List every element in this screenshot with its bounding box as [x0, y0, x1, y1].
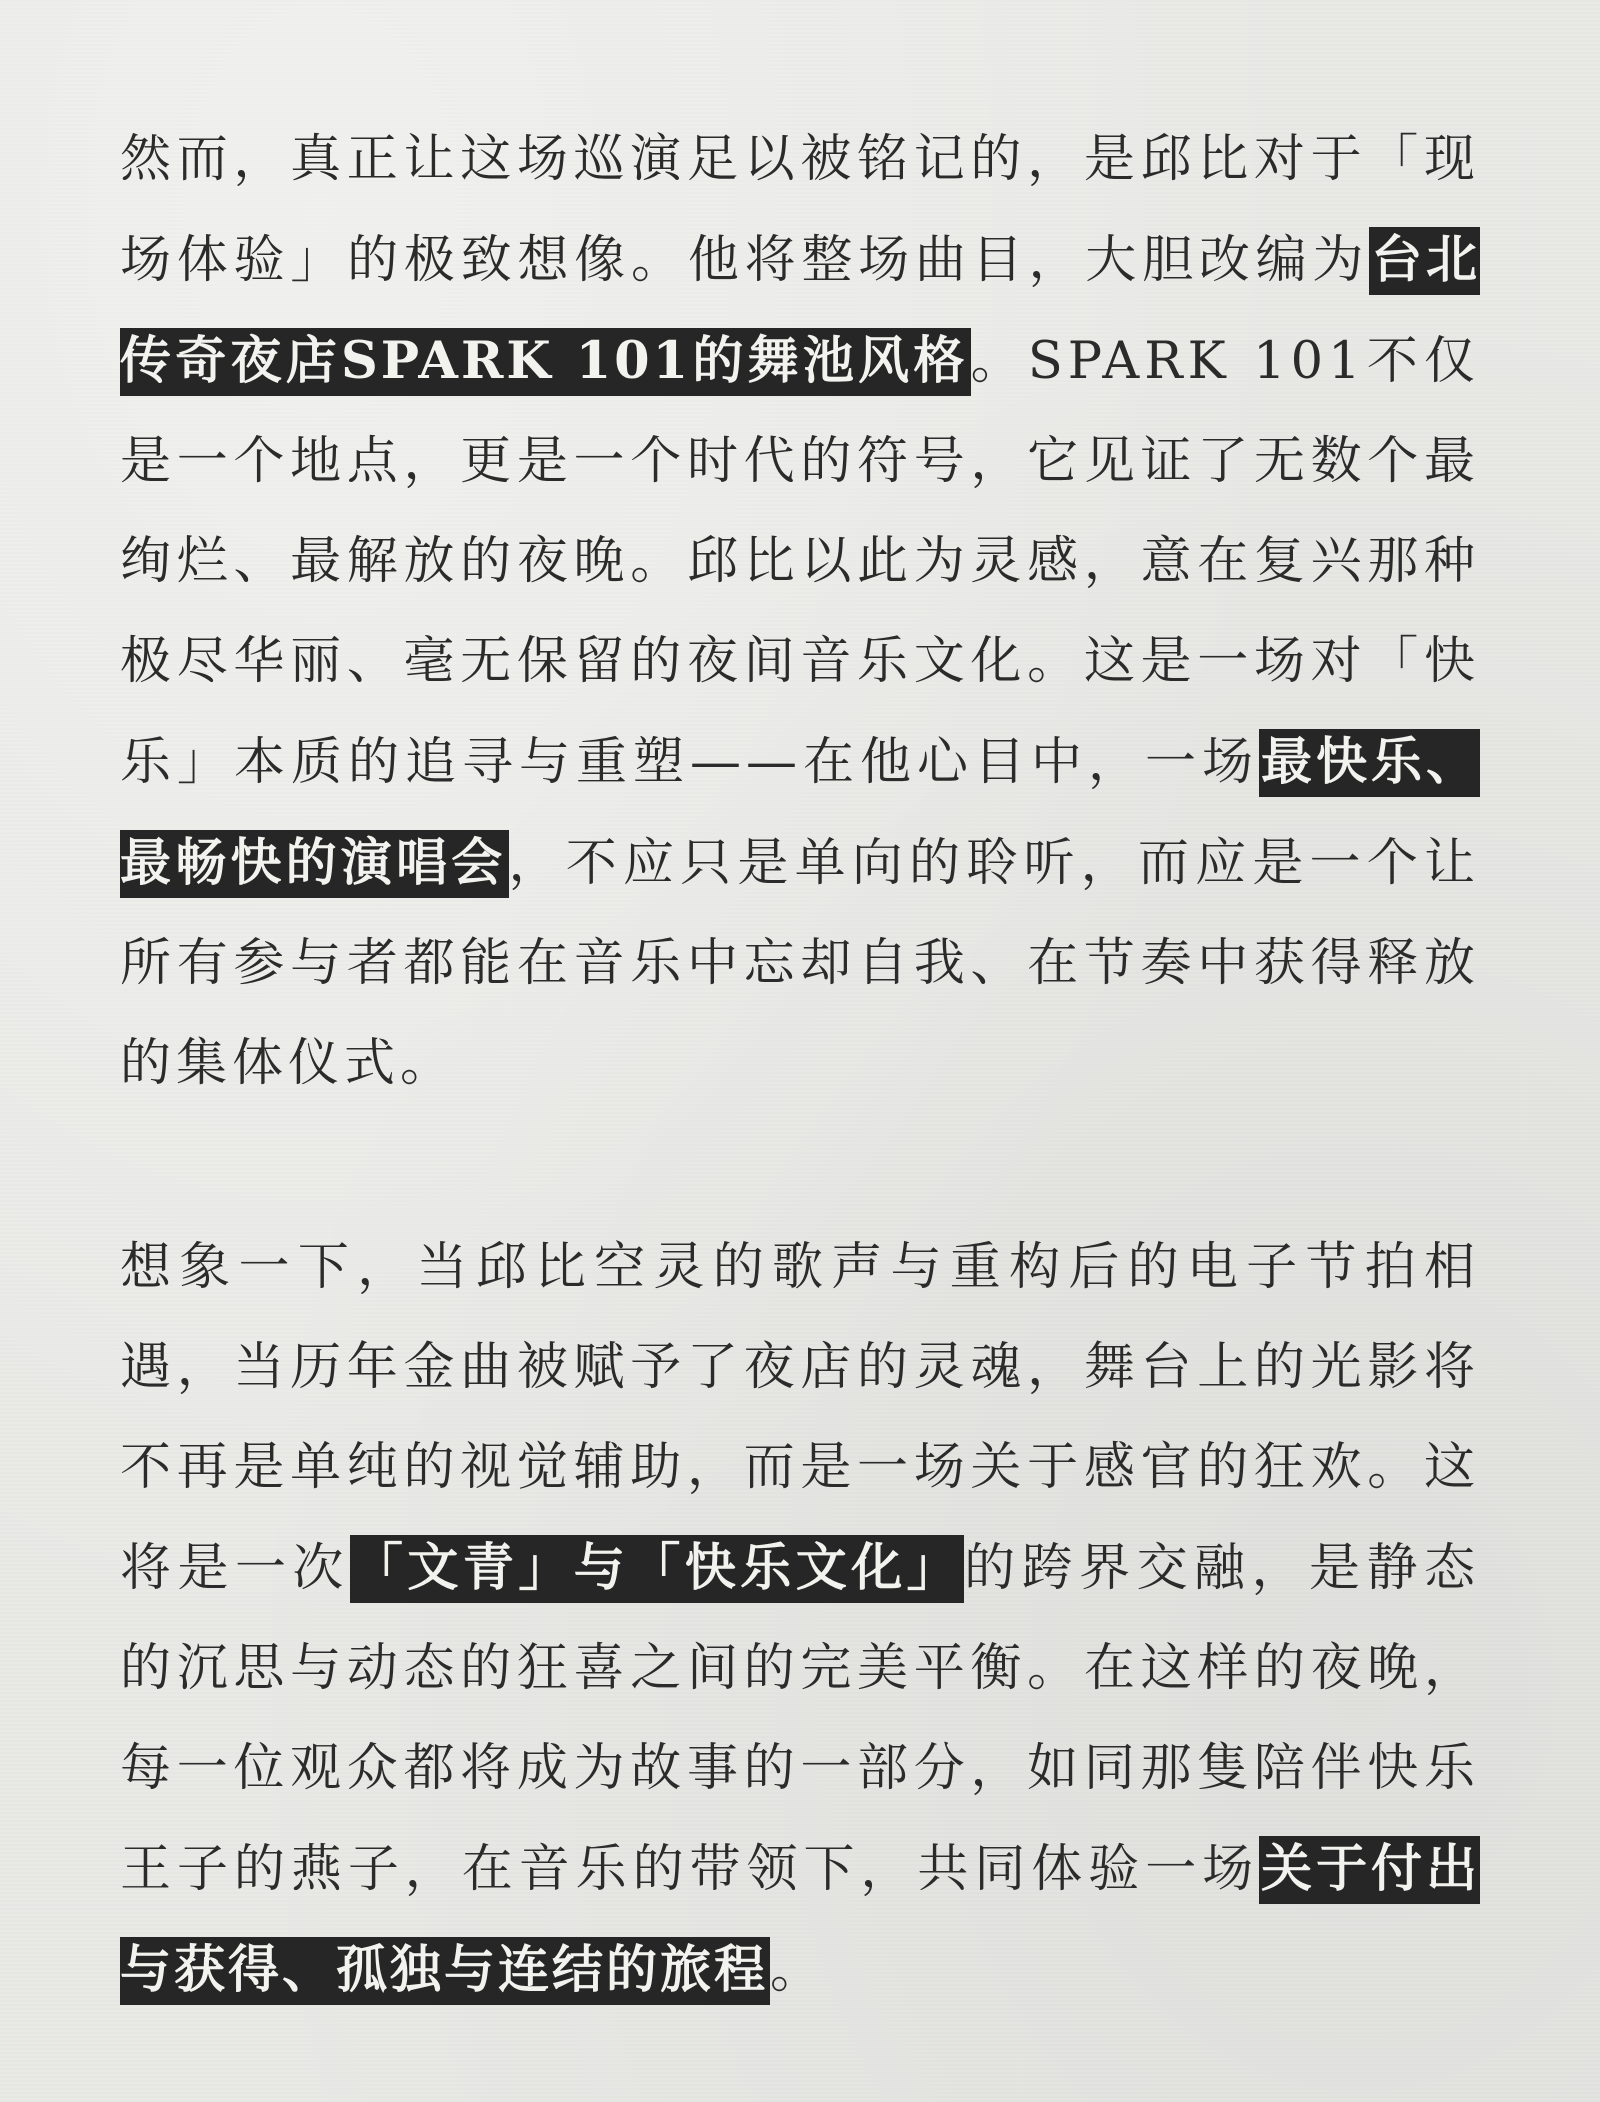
article-paragraph-1 [120, 110, 1480, 1114]
paragraph-1-text-3: ，不应只是单向的聆听，而应是一个让所有参与者都能在音乐中忘却自我、在节奏中获得释放的集体仪式。 [120, 834, 1480, 1093]
paragraph-2-text-2: 的跨界交融，是静态的沉思与动态的狂喜之间的完美平衡。在这样的夜晚，每一位观众都将成为故事的一部分，如同那隻陪伴快乐王子的燕子，在音乐的带领下，共同体验一场 [120, 1539, 1480, 1899]
paragraph-2-text-3: 。 [770, 1941, 827, 2000]
highlight-journey: 关于付出与获得、孤独与连结的旅程 [120, 1836, 1480, 2005]
paragraph-1-text-2: 。SPARK 101不仅是一个地点，更是一个时代的符号，它见证了无数个最绚烂、最解放的夜晚。邱比以此为灵感，意在复兴那种极尽华丽、毫无保留的夜间音乐文化。这是一场对「快乐」本质的追寻与重塑——在他心目中，一场 [120, 332, 1480, 792]
paragraph-1-text-1: 然而，真正让这场巡演足以被铭记的，是邱比对于「现场体验」的极致想像。他将整场曲目，大胆改编为 [120, 130, 1480, 290]
highlight-spark-101-style: 台北传奇夜店SPARK 101的舞池风格 [120, 227, 1480, 396]
paragraph-2-text-1: 想象一下，当邱比空灵的歌声与重构后的电子节拍相遇，当历年金曲被赋予了夜店的灵魂，舞台上的光影将不再是单纯的视觉辅助，而是一场关于感官的狂欢。这将是一次 [120, 1238, 1480, 1598]
article-paragraph-2 [120, 1218, 1480, 2021]
highlight-literary-and-happy-culture: 「文青」与「快乐文化」 [350, 1535, 964, 1603]
highlight-happiest-concert: 最快乐、最畅快的演唱会 [120, 729, 1480, 898]
